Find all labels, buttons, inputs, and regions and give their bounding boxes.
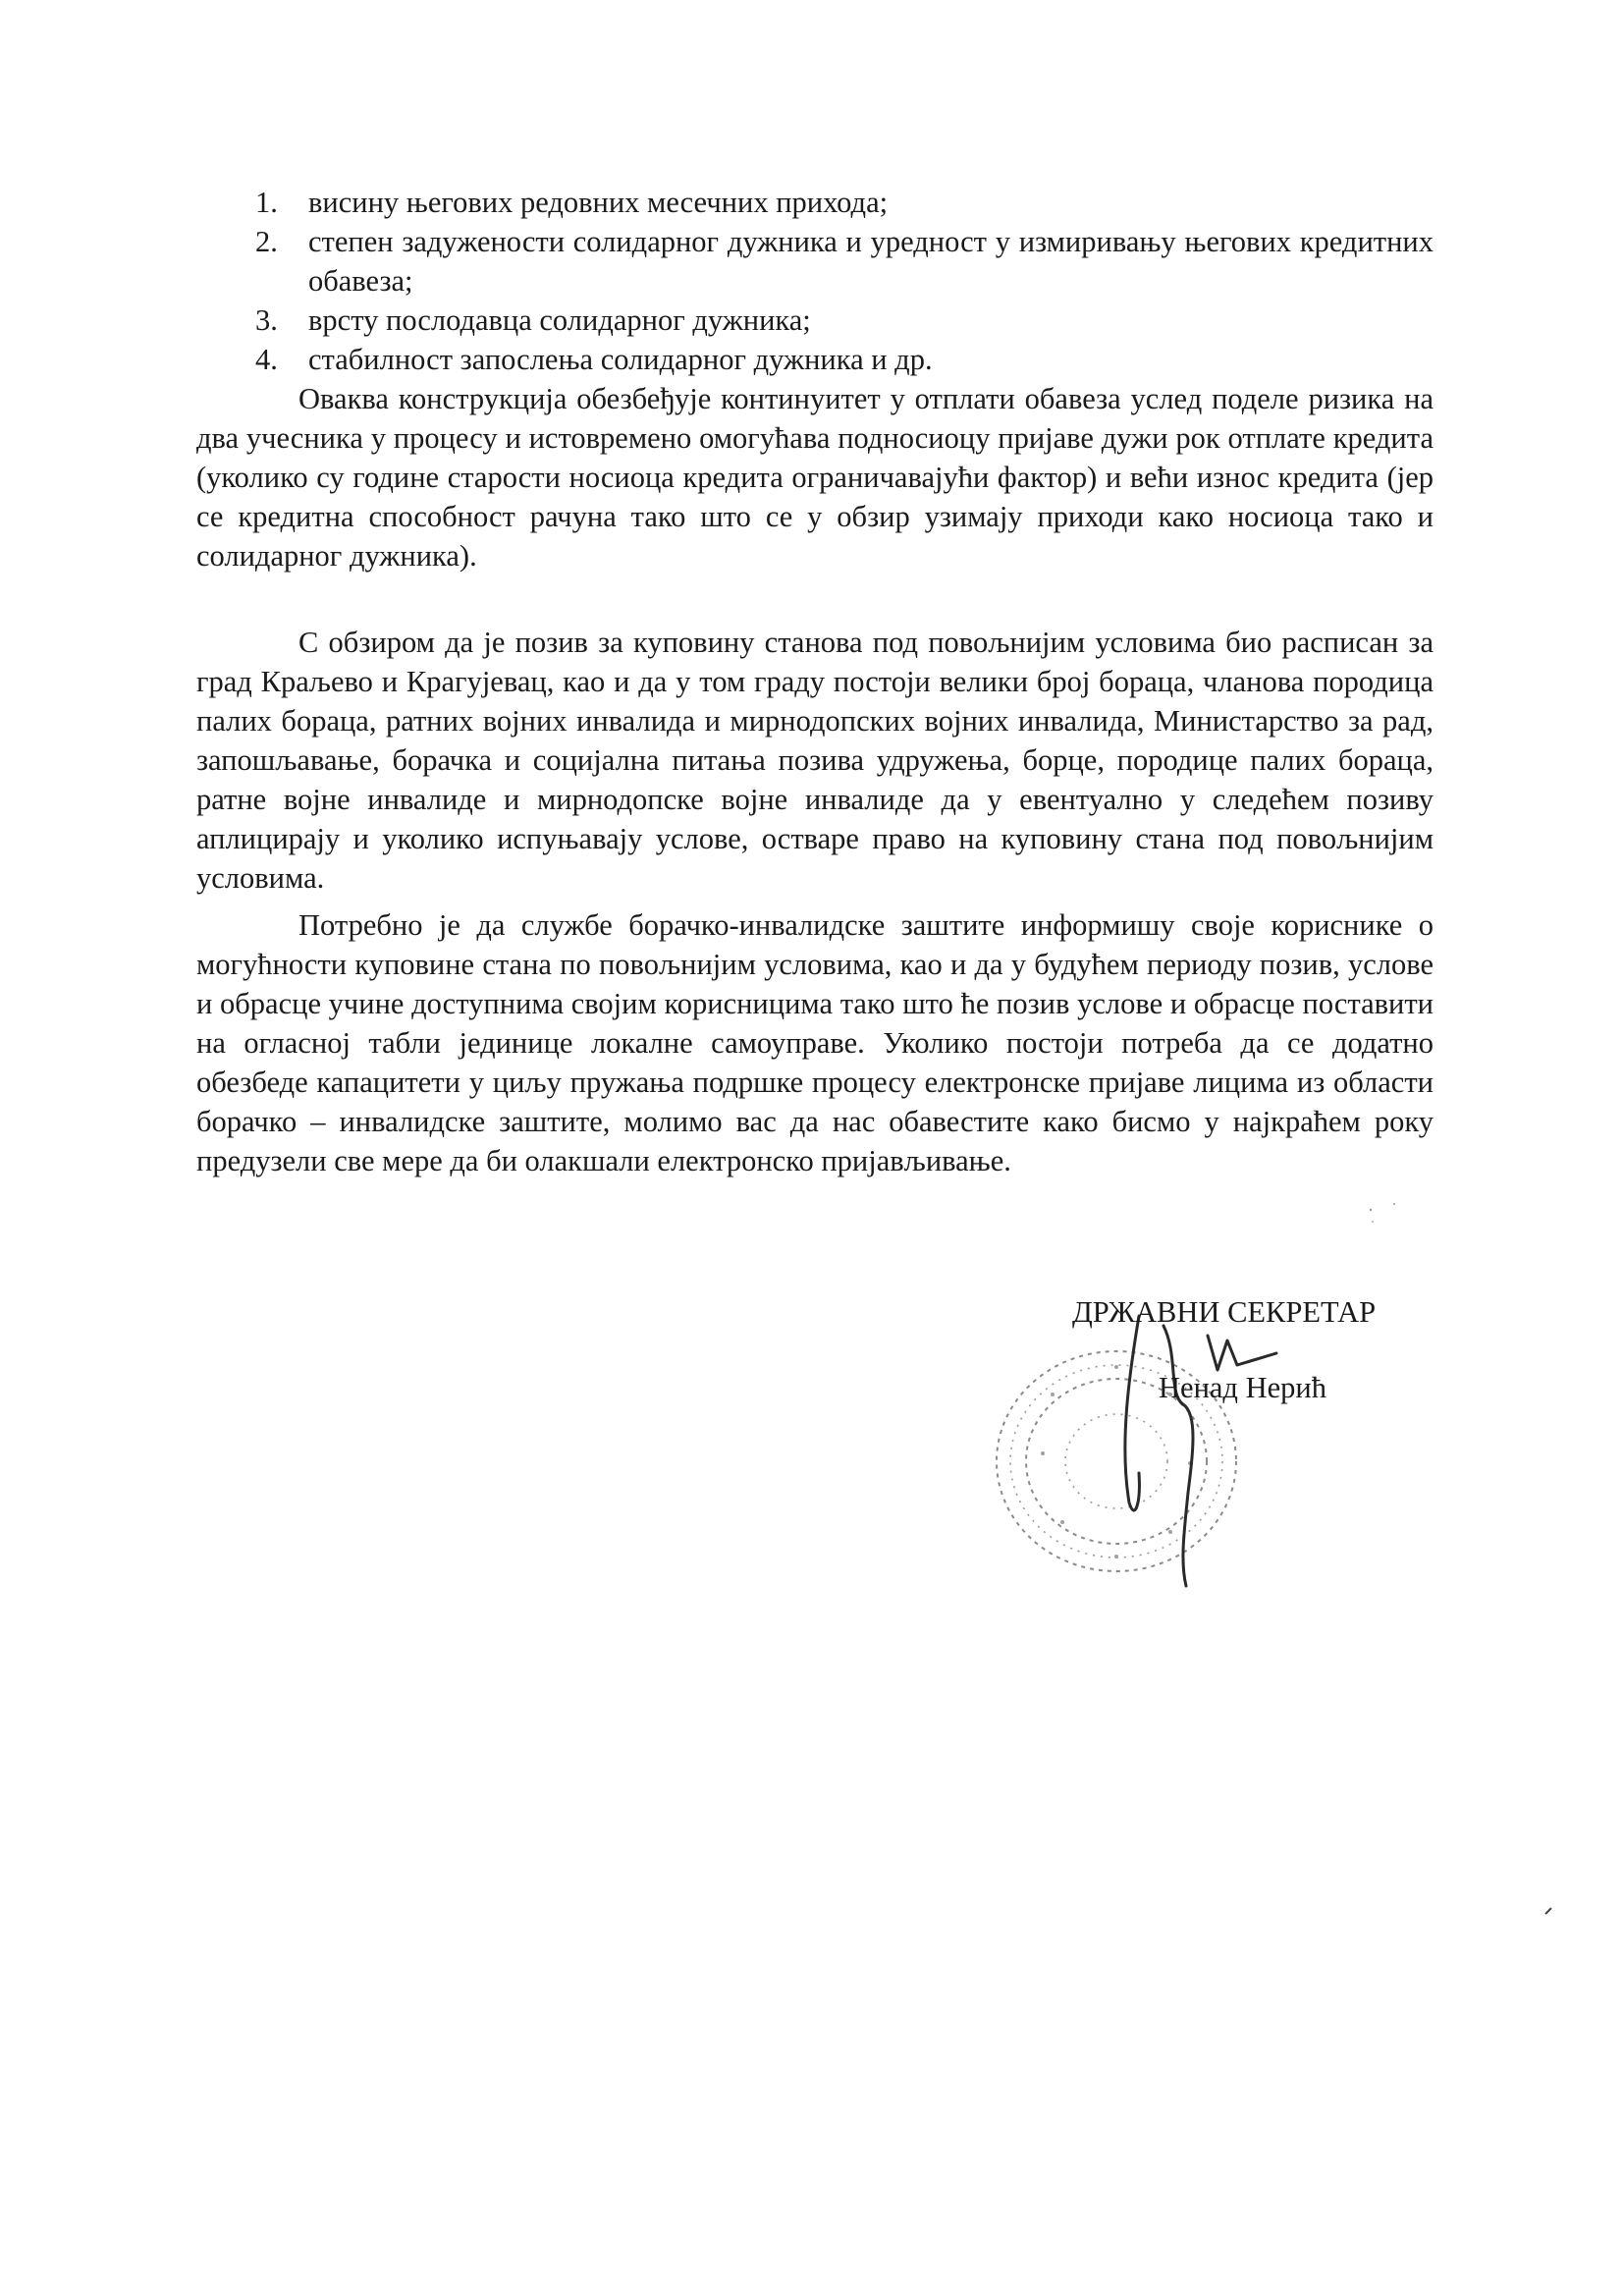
- paragraph-construction: Оваква конструкција обезбеђује континуитет у отплати обавеза услед поделе ризика на два учесника у процесу и истовремено омогућава подносиоцу пријаве дужи рок отплате кредита (уколико су године старости носиоца кредита ограничавајући фактор) и већи износ кредита (јер се кредитна способност рачуна тако што се у обзир узимају приходи како носиоца тако и солидарног дужника).: [196, 382, 1434, 573]
- list-item-text: степен задужености солидарног дужника и уредност у измиривању његових кредитних обавеза;: [308, 225, 1434, 298]
- list-item: [196, 222, 1434, 301]
- list-item: [196, 183, 1434, 222]
- paragraph-invitation: С обзиром да је позив за куповину станова под повољнијим условима био расписан за град Краљево и Крагујевац, као и да у том граду постоји велики број бораца, чланова породица палих бораца, ратних војних инвалида и мирнодопских војних инвалида, Министарство за рад, запошљавање, борачка и социјална питања позива удружења, борце, породице палих бораца, ратне војне инвалиде и мирнодопске војне инвалиде да у евентуално у следећем позиву аплицирају и уколико испуњавају услове, остваре право на куповину стана под повољнијим условима.: [196, 626, 1434, 895]
- handwritten-signature: [1070, 1296, 1286, 1591]
- criteria-list: [196, 183, 1434, 379]
- list-item: [196, 301, 1434, 340]
- scan-speck: [1365, 1200, 1424, 1239]
- list-item-number: 4.: [255, 343, 278, 376]
- signatory-title: ДРЖАВНИ СЕКРЕТАР: [1072, 1295, 1377, 1329]
- list-item-text: стабилност запослења солидарног дужника и др.: [308, 343, 933, 376]
- list-item-text: висину његових редовних месечних прихода;: [308, 186, 889, 219]
- list-item-number: 2.: [255, 225, 278, 258]
- list-item-number: 1.: [255, 186, 278, 219]
- paragraph-request: Потребно је да службе борачко-инвалидске заштите информишу своје кориснике о могућности куповине стана по повољнијим условима, као и да у будућем периоду позив, услове и обрасце учине доступнима својим корисницима тако што ће позив услове и обрасце поставити на огласној табли јединице локалне самоуправе. Уколико постоји потреба да се додатно обезбеде капацитети у циљу пружања подршке процесу електронске пријаве лицима из области борачко – инвалидске заштите, молимо вас да нас обавестите како бисмо у најкраћем року предузели све мере да би олакшали електронско пријављивање.: [196, 908, 1434, 1177]
- scan-speck: [1542, 1900, 1600, 1940]
- signatory-name: Ненад Нерић: [1159, 1371, 1326, 1404]
- list-item-text: врсту послодавца солидарног дужника;: [308, 303, 811, 337]
- list-item-number: 3.: [255, 303, 278, 337]
- list-item: [196, 340, 1434, 379]
